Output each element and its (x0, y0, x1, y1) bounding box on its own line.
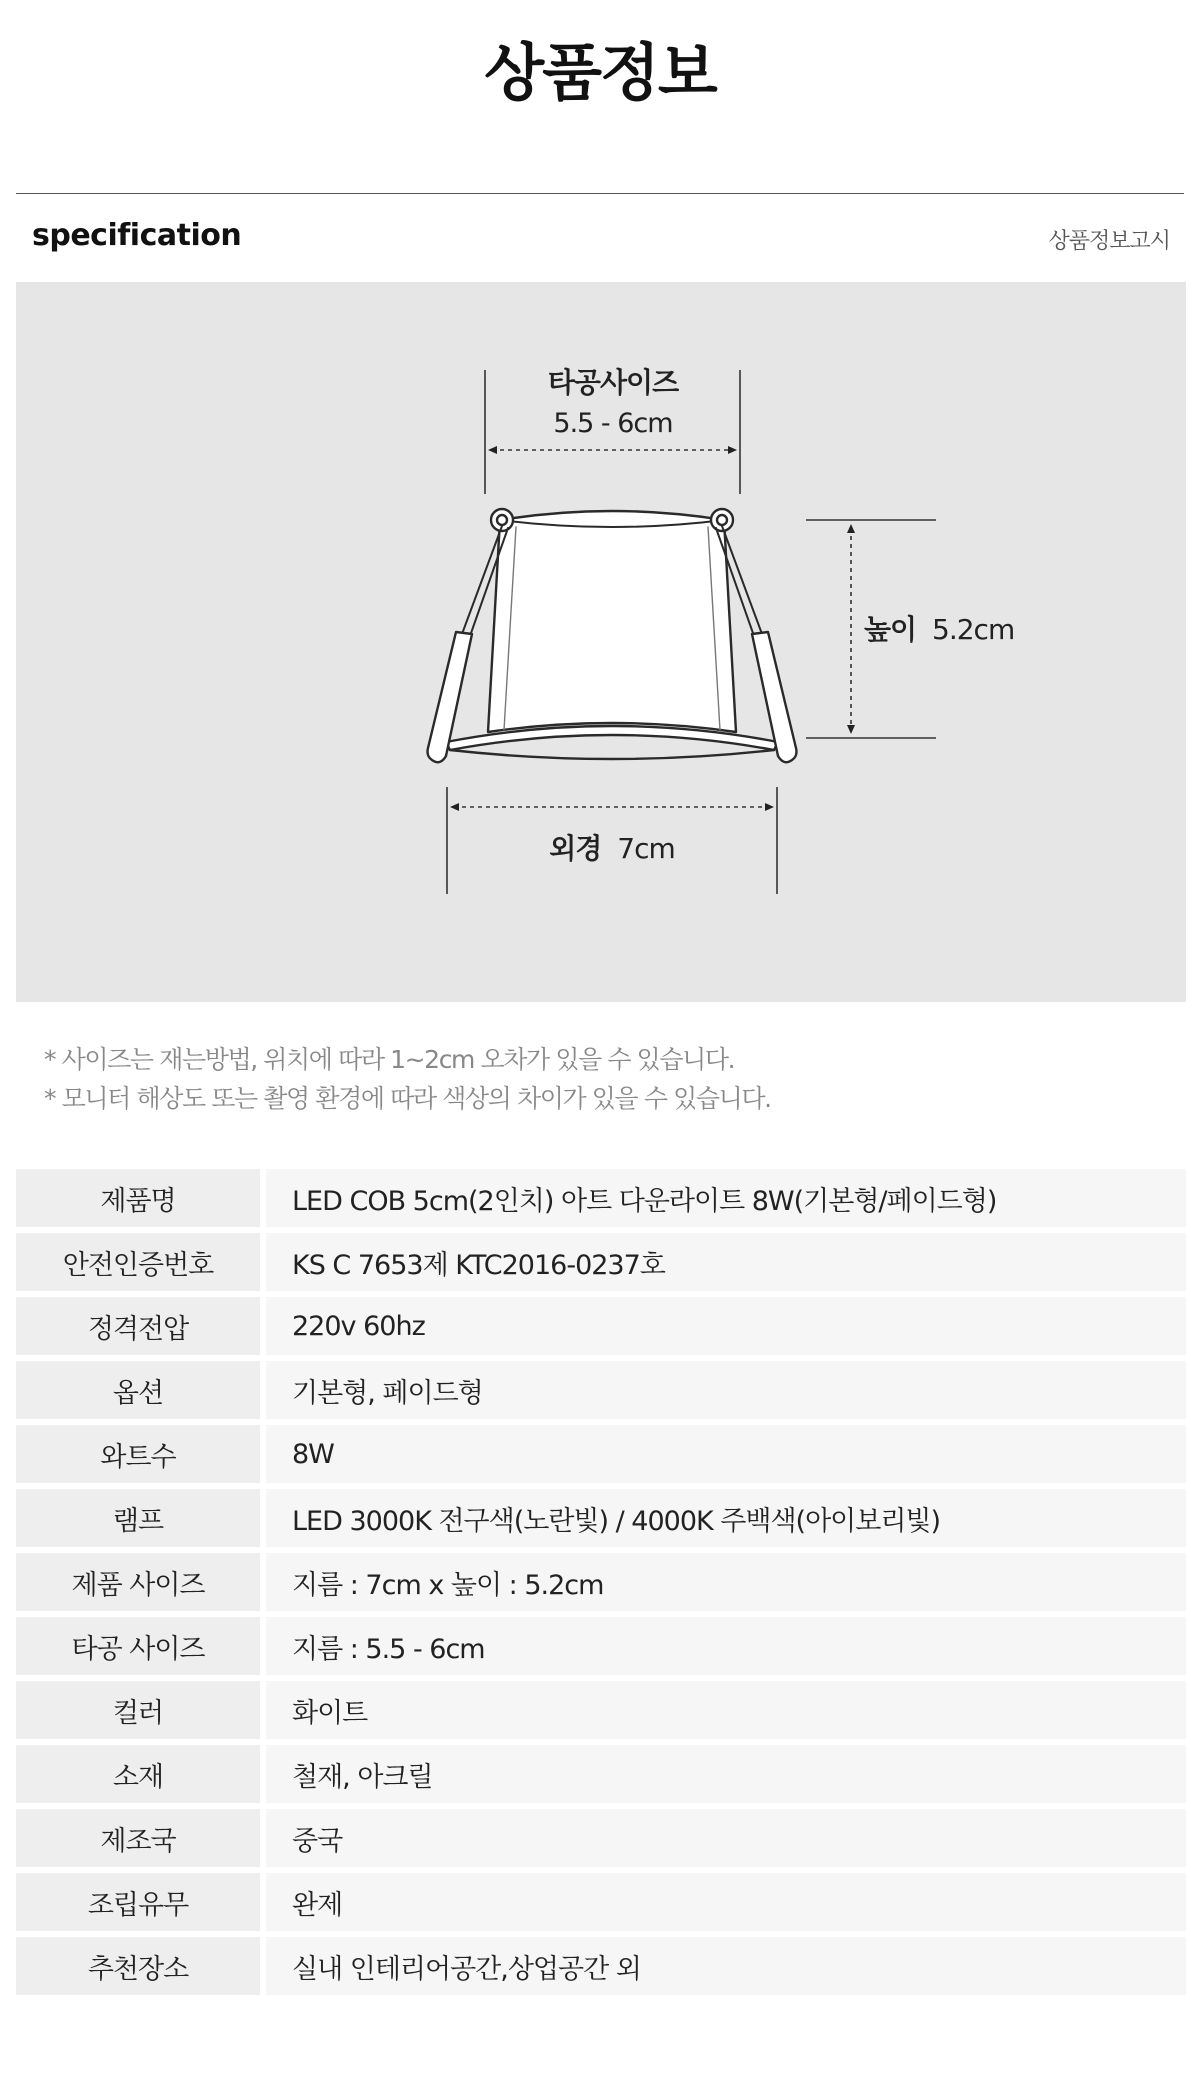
spec-key: 추천장소 (16, 1937, 266, 1995)
spec-value: LED COB 5cm(2인치) 아트 다운라이트 8W(기본형/페이드형) (266, 1169, 1186, 1227)
table-row (16, 1553, 1186, 1611)
table-row (16, 1233, 1186, 1291)
table-row (16, 1809, 1186, 1867)
table-row (16, 1169, 1186, 1227)
spec-key: 조립유무 (16, 1873, 266, 1931)
height-label: 높이 (864, 613, 917, 646)
spec-table (16, 1163, 1186, 2001)
spec-value: 8W (266, 1425, 1186, 1483)
table-row (16, 1937, 1186, 1995)
dimension-diagram-panel (16, 282, 1186, 1002)
spec-key: 타공 사이즈 (16, 1617, 266, 1675)
svg-text:외경 7cm (549, 832, 675, 865)
table-row (16, 1873, 1186, 1931)
spec-key: 옵션 (16, 1361, 266, 1419)
spec-key: 안전인증번호 (16, 1233, 266, 1291)
spec-value: 기본형, 페이드형 (266, 1361, 1186, 1419)
table-row (16, 1361, 1186, 1419)
spec-value: KS C 7653제 KTC2016-0237호 (266, 1233, 1186, 1291)
spec-key: 램프 (16, 1489, 266, 1547)
outer-diameter-dimension (447, 787, 777, 894)
hole-size-dimension (485, 366, 740, 494)
spec-value: LED 3000K 전구색(노란빛) / 4000K 주백색(아이보리빛) (266, 1489, 1186, 1547)
spec-value: 지름 : 5.5 - 6cm (266, 1617, 1186, 1675)
hole-size-label: 타공사이즈 (547, 366, 679, 399)
spec-key: 소재 (16, 1745, 266, 1803)
spec-key: 제품명 (16, 1169, 266, 1227)
table-row (16, 1617, 1186, 1675)
spec-value: 220v 60hz (266, 1297, 1186, 1355)
downlight-illustration (428, 509, 797, 762)
outer-value: 7cm (617, 832, 675, 865)
title-divider (16, 193, 1184, 194)
spec-key: 와트수 (16, 1425, 266, 1483)
spec-key: 정격전압 (16, 1297, 266, 1355)
spec-value: 완제 (266, 1873, 1186, 1931)
spec-key: 컬러 (16, 1681, 266, 1739)
spec-key: 제품 사이즈 (16, 1553, 266, 1611)
spec-value: 지름 : 7cm x 높이 : 5.2cm (266, 1553, 1186, 1611)
height-value: 5.2cm (932, 613, 1015, 646)
table-row (16, 1745, 1186, 1803)
outer-label: 외경 (549, 832, 602, 865)
disclaimer-notes (44, 1040, 771, 1118)
note-size-tolerance: * 사이즈는 재는방법, 위치에 따라 1~2cm 오차가 있을 수 있습니다. (44, 1045, 735, 1074)
spec-value: 실내 인테리어공간,상업공간 외 (266, 1937, 1186, 1995)
product-notice-link[interactable]: 상품정보고시 (1048, 229, 1170, 254)
table-row (16, 1489, 1186, 1547)
page-title: 상품정보 (484, 36, 716, 109)
spec-value: 철재, 아크릴 (266, 1745, 1186, 1803)
downlight-dimension-diagram (16, 282, 1186, 1002)
svg-text:높이 5.2cm (864, 613, 1014, 646)
table-row (16, 1681, 1186, 1739)
height-dimension (806, 520, 1014, 738)
section-label: specification (32, 218, 242, 253)
spec-value: 화이트 (266, 1681, 1186, 1739)
table-row (16, 1297, 1186, 1355)
table-row (16, 1425, 1186, 1483)
hole-size-value: 5.5 - 6cm (553, 408, 673, 439)
spec-key: 제조국 (16, 1809, 266, 1867)
note-color-difference: * 모니터 해상도 또는 촬영 환경에 따라 색상의 차이가 있을 수 있습니다. (44, 1084, 771, 1113)
spec-value: 중국 (266, 1809, 1186, 1867)
